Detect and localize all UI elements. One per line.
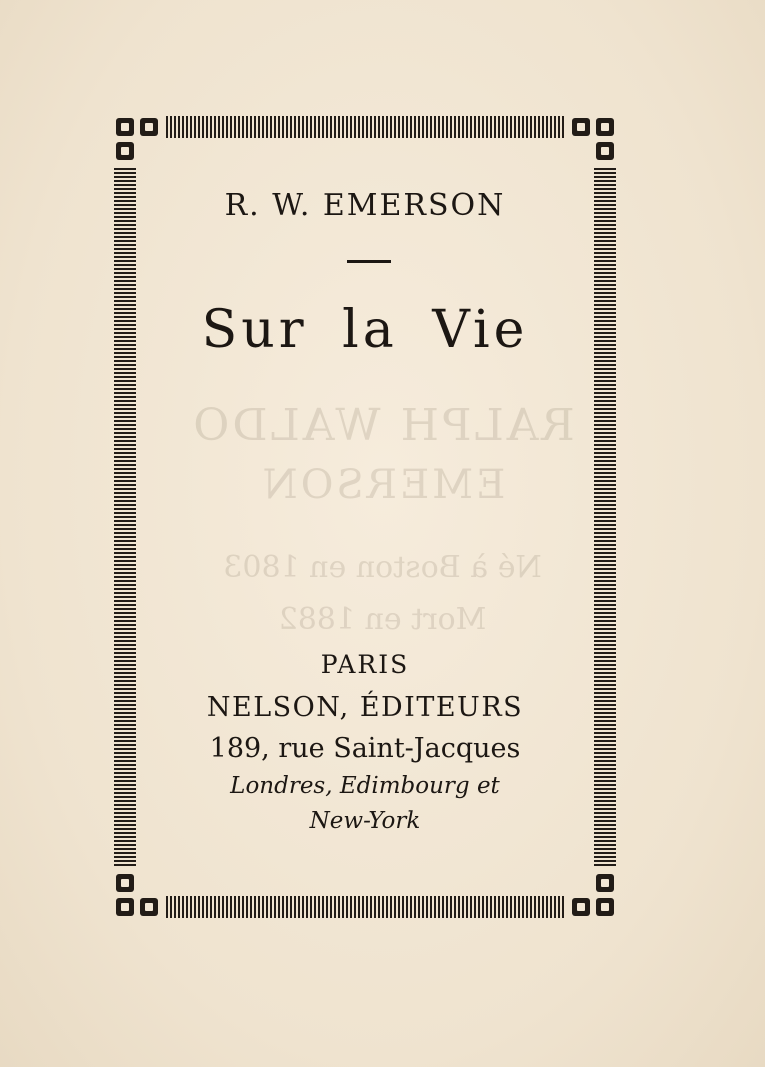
author-name: R. W. EMERSON bbox=[224, 188, 506, 223]
corner-ornament bbox=[596, 142, 614, 160]
corner-ornament bbox=[116, 898, 134, 916]
show-through-line: RALPH WALDO bbox=[190, 400, 575, 451]
imprint-other-cities: Londres, Edimbourg et bbox=[230, 773, 500, 799]
show-through-line: Né à Boston en 1803 bbox=[223, 550, 542, 585]
imprint-other-cities: New-York bbox=[309, 808, 421, 834]
corner-ornament bbox=[596, 898, 614, 916]
corner-ornament bbox=[596, 874, 614, 892]
corner-ornament bbox=[596, 118, 614, 136]
show-through-line: Mort en 1882 bbox=[278, 602, 487, 637]
imprint-address: 189, rue Saint-Jacques bbox=[209, 733, 521, 764]
corner-ornament bbox=[140, 118, 158, 136]
corner-ornament bbox=[116, 142, 134, 160]
corner-ornament bbox=[572, 118, 590, 136]
corner-ornament bbox=[572, 898, 590, 916]
title-divider bbox=[347, 260, 391, 263]
show-through-line: EMERSON bbox=[259, 462, 506, 508]
border-rule-top bbox=[166, 116, 564, 138]
corner-ornament bbox=[116, 874, 134, 892]
imprint-city: PARIS bbox=[320, 650, 410, 679]
imprint-publisher: NELSON, ÉDITEURS bbox=[206, 692, 524, 723]
border-rule-bottom bbox=[166, 896, 564, 918]
book-title: Sur la Vie bbox=[201, 300, 529, 360]
corner-ornament bbox=[116, 118, 134, 136]
corner-ornament bbox=[140, 898, 158, 916]
